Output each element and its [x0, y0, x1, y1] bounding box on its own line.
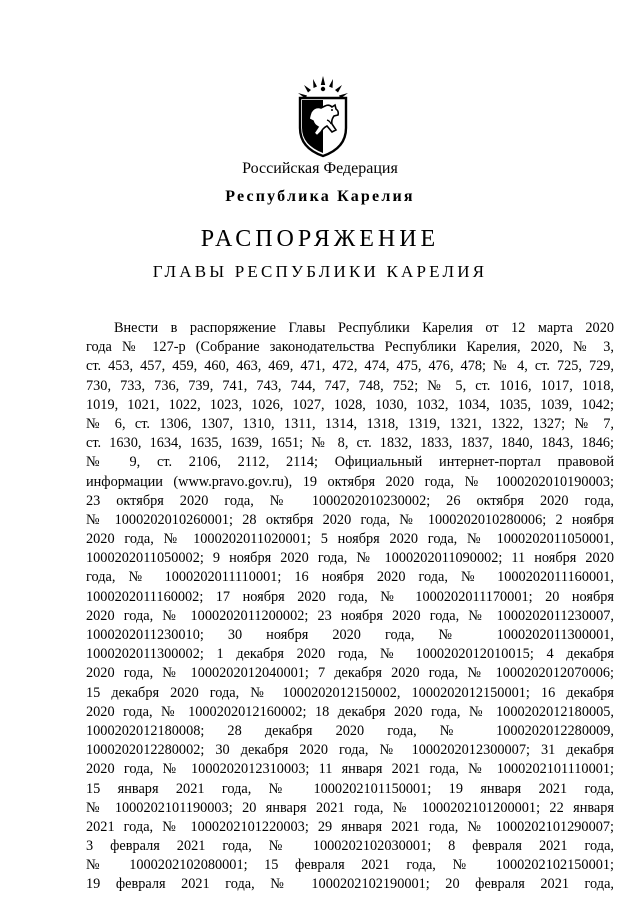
body-line: 1019, 1021, 1022, 1023, 1026, 1027, 1028, 1030, 1032, 1034, 1035, 1039, 1042;: [86, 396, 614, 413]
body-line: № 6, ст. 1306, 1307, 1310, 1311, 1314, 1318, 1319, 1321, 1322, 1327; № 7,: [86, 415, 614, 432]
body-line: 2020 года, № 1000202012040001; 7 декабря 2020 года, № 1000202012070006;: [86, 665, 614, 682]
karelia-coat-of-arms-icon: [294, 76, 352, 158]
body-line: информации (www.pravo.gov.ru), 19 октября 2020 года, № 1000202010190003;: [86, 473, 614, 490]
body-line: 1000202011230010; 30 ноября 2020 года, № 1000202011300001,: [86, 627, 614, 643]
body-line: № 1000202010260001; 28 октября 2020 года, № 1000202010280006; 2 ноября: [86, 511, 614, 528]
document-type-title: РАСПОРЯЖЕНИЕ: [200, 226, 440, 252]
body-line: 1000202011050002; 9 ноября 2020 года, № 1000202011090002; 11 ноября 2020: [86, 550, 614, 567]
republic-name: Республика Карелия: [225, 188, 415, 205]
body-line: 15 января 2021 года, № 1000202101150001; 19 января 2021 года,: [86, 780, 614, 797]
body-line: ст. 453, 457, 459, 460, 463, 469, 471, 472, 474, 475, 476, 478; № 4, ст. 725, 729,: [86, 358, 614, 375]
body-line: 1000202012180008; 28 декабря 2020 года, № 1000202012280009,: [86, 722, 614, 739]
body-line: 23 октября 2020 года, № 1000202010230002; 26 октября 2020 года,: [86, 492, 614, 509]
body-line: ст. 1630, 1634, 1635, 1639, 1651; № 8, ст. 1832, 1833, 1837, 1840, 1843, 1846;: [86, 435, 614, 452]
body-line: № 1000202102080001; 15 февраля 2021 года, № 1000202102150001;: [86, 857, 614, 874]
body-line: 1000202011300002; 1 декабря 2020 года, № 1000202012010015; 4 декабря: [86, 646, 614, 663]
body-line: 19 февраля 2021 года, № 1000202102190001; 20 февраля 2021 года,: [86, 876, 614, 893]
body-line: Внести в распоряжение Главы Республики Карелия от 12 марта 2020: [114, 320, 614, 336]
body-line: 15 декабря 2020 года, № 1000202012150002, 1000202012150001; 16 декабря: [86, 684, 614, 701]
body-line: № 9, ст. 2106, 2112, 2114; Официальный интернет-портал правовой: [86, 454, 614, 471]
body-line: 1000202012280002; 30 декабря 2020 года, № 1000202012300007; 31 декабря: [86, 742, 614, 759]
body-line: 2020 года, № 1000202011200002; 23 ноября 2020 года, № 1000202011230007,: [86, 607, 614, 624]
body-line: 3 февраля 2021 года, № 1000202102030001; 8 февраля 2021 года,: [86, 838, 614, 855]
body-line: года, № 1000202011110001; 16 ноября 2020 года, № 1000202011160001,: [86, 569, 614, 586]
body-line: 730, 733, 736, 739, 741, 743, 744, 747, 748, 752; № 5, ст. 1016, 1017, 1018,: [86, 377, 614, 394]
body-line: 2021 года, № 1000202101220003; 29 января 2021 года, № 1000202101290007;: [86, 818, 614, 835]
body-line: № 1000202101190003; 20 января 2021 года, № 1000202101200001; 22 января: [86, 799, 614, 816]
body-line: 2020 года, № 1000202012310003; 11 января 2021 года, № 1000202101110001;: [86, 761, 614, 778]
body-line: 2020 года, № 1000202011020001; 5 ноября 2020 года, № 1000202011050001,: [86, 531, 614, 548]
body-line: 2020 года, № 1000202012160002; 18 декабря 2020 года, № 1000202012180005,: [86, 703, 614, 720]
country-name: Российская Федерация: [242, 160, 398, 177]
issuer-title: ГЛАВЫ РЕСПУБЛИКИ КАРЕЛИЯ: [152, 262, 488, 281]
body-line: 1000202011160002; 17 ноября 2020 года, № 1000202011170001; 20 ноября: [86, 588, 614, 605]
body-line: года № 127-р (Собрание законодательства Республики Карелия, 2020, № 3,: [86, 339, 614, 356]
document-body: [86, 319, 614, 895]
